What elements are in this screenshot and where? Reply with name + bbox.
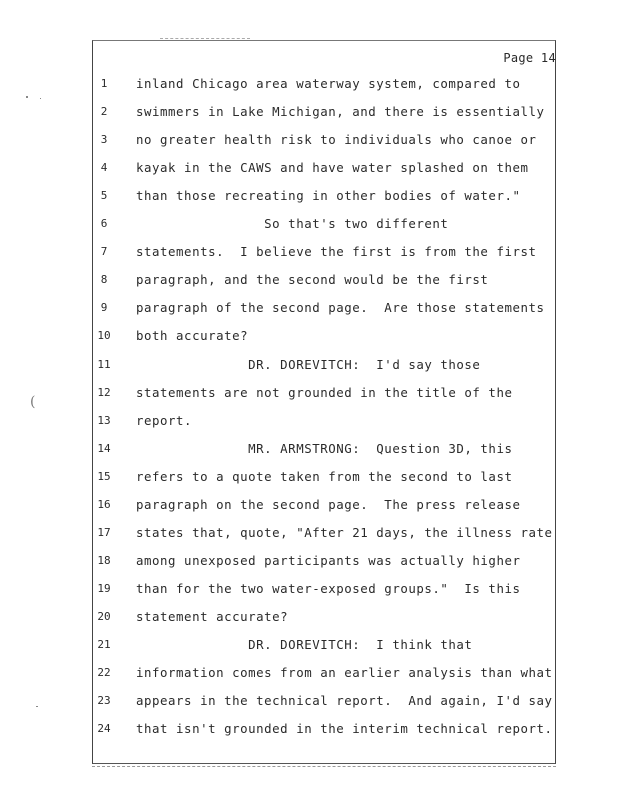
line-number: 8	[100, 273, 108, 287]
transcript-line	[0, 98, 618, 126]
line-text: states that, quote, "After 21 days, the illness rate	[136, 524, 553, 540]
line-text: both accurate?	[136, 328, 249, 344]
transcript-line	[0, 435, 618, 463]
transcript-line	[0, 266, 618, 294]
transcript-line	[0, 715, 618, 743]
line-number: 3	[100, 133, 108, 147]
line-text: than for the two water-exposed groups." Is this	[136, 580, 521, 596]
transcript-line	[0, 407, 618, 435]
line-text: appears in the technical report. And again, I'd say	[136, 693, 553, 709]
scan-artifact	[160, 38, 250, 39]
line-text: kayak in the CAWS and have water splashed on them	[136, 160, 529, 176]
line-text: that isn't grounded in the interim technical report.	[136, 721, 553, 737]
line-number: 5	[100, 189, 108, 203]
line-text: inland Chicago area waterway system, compared to	[136, 76, 521, 91]
line-text: paragraph of the second page. Are those statements	[136, 300, 545, 316]
transcript-line	[0, 351, 618, 379]
scan-artifact	[92, 766, 556, 769]
margin-mark: (	[30, 394, 36, 410]
line-number: 21	[97, 638, 111, 651]
transcript-line	[0, 126, 618, 154]
line-number: 13	[97, 413, 111, 427]
line-number: 10	[97, 329, 111, 343]
transcript-line	[0, 154, 618, 182]
line-number: 4	[100, 161, 108, 175]
line-text: DR. DOREVITCH: I'd say those	[136, 356, 481, 372]
line-number: 19	[97, 581, 111, 595]
line-text: than those recreating in other bodies of water."	[136, 188, 521, 204]
transcript-line	[0, 687, 618, 715]
line-text: paragraph on the second page. The press release	[136, 496, 521, 512]
transcript-line	[0, 659, 618, 687]
transcript-line	[0, 70, 618, 98]
page-number: Page 14	[503, 51, 556, 65]
transcript-line	[0, 182, 618, 210]
line-text: information comes from an earlier analysis than what	[136, 665, 553, 681]
transcript-line	[0, 238, 618, 266]
line-number: 17	[97, 525, 111, 539]
line-number: 14	[97, 441, 111, 455]
line-text: swimmers in Lake Michigan, and there is essentially	[136, 104, 545, 120]
line-number: 9	[100, 301, 108, 315]
transcript-line	[0, 575, 618, 603]
line-text: So that's two different	[136, 216, 449, 232]
line-number: 18	[97, 553, 111, 567]
line-number: 2	[100, 105, 108, 119]
line-number: 7	[100, 245, 108, 259]
transcript-line	[0, 294, 618, 322]
line-number: 23	[97, 694, 111, 708]
transcript-line	[0, 631, 618, 659]
line-text: no greater health risk to individuals who canoe or	[136, 132, 537, 148]
line-text: statements are not grounded in the title of the	[136, 384, 513, 400]
line-text: statements. I believe the first is from the first	[136, 244, 537, 260]
line-text: MR. ARMSTRONG: Question 3D, this	[136, 440, 513, 456]
line-number: 11	[97, 357, 111, 371]
line-number: 12	[97, 385, 111, 399]
transcript-line	[0, 547, 618, 575]
line-number: 22	[97, 666, 111, 680]
line-text: refers to a quote taken from the second to last	[136, 468, 513, 484]
line-text: paragraph, and the second would be the first	[136, 272, 489, 288]
transcript-line	[0, 603, 618, 631]
line-number: 1	[100, 77, 108, 90]
line-number: 6	[100, 217, 108, 231]
line-number: 24	[97, 722, 111, 736]
line-number: 16	[97, 497, 111, 511]
line-number: 20	[97, 609, 111, 623]
transcript-line	[0, 463, 618, 491]
line-text: statement accurate?	[136, 608, 289, 624]
transcript-line	[0, 379, 618, 407]
transcript-line	[0, 322, 618, 350]
line-text: report.	[136, 412, 193, 428]
transcript-line	[0, 210, 618, 238]
line-text: among unexposed participants was actually higher	[136, 552, 521, 568]
transcript-line	[0, 519, 618, 547]
line-text: DR. DOREVITCH: I think that	[136, 637, 473, 652]
line-number: 15	[97, 469, 111, 483]
transcript-line	[0, 491, 618, 519]
